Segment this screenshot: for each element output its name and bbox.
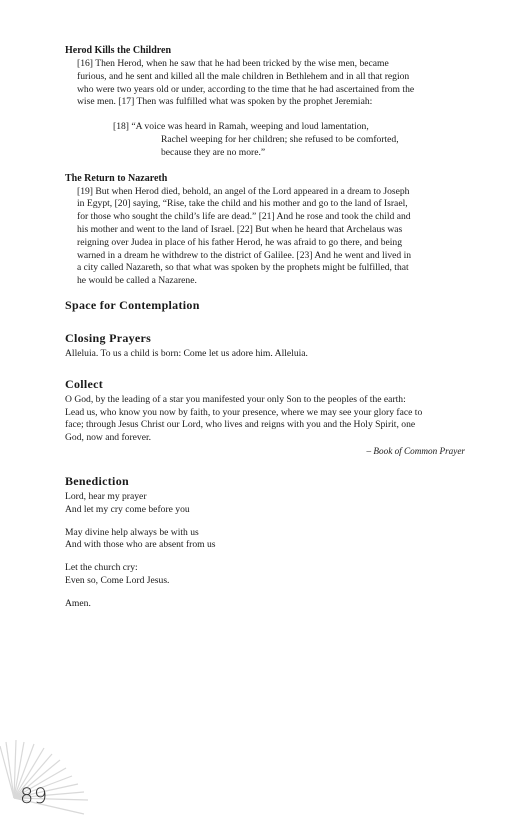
nazareth-heading: The Return to Nazareth bbox=[65, 172, 168, 184]
sunburst-icon bbox=[0, 740, 100, 816]
scripture-line: his mother and went to the land of Israel. [22] But when he heard that Archelaus was bbox=[77, 223, 403, 235]
benediction-line: Lord, hear my prayer bbox=[65, 490, 147, 502]
benediction-line: And with those who are absent from us bbox=[65, 539, 216, 551]
benediction-line: Let the church cry: bbox=[65, 562, 138, 574]
scripture-line: reigning over Judea in place of his father Herod, he was afraid to go there, and being bbox=[77, 236, 403, 248]
benediction-heading: Benediction bbox=[65, 473, 129, 488]
collect-line: O God, by the leading of a star you manifested your only Son to the peoples of the earth: bbox=[65, 393, 406, 405]
collect-line: Lead us, who know you now by faith, to your presence, where we may see your glory face to bbox=[65, 406, 423, 418]
scripture-line: wise men. [17] Then was fulfilled what was spoken by the prophet Jeremiah: bbox=[77, 96, 373, 108]
amen-text: Amen. bbox=[65, 597, 91, 609]
scripture-line: [19] But when Herod died, behold, an angel of the Lord appeared in a dream to Joseph bbox=[77, 185, 410, 197]
herod-scripture bbox=[65, 58, 465, 109]
jeremiah-quote bbox=[65, 121, 465, 159]
quote-line: Rachel weeping for her children; she refused to be comforted, bbox=[161, 133, 399, 145]
spacer bbox=[65, 288, 465, 298]
scripture-line: he would be called a Nazarene. bbox=[77, 275, 197, 287]
scripture-line: a city called Nazareth, so that what was spoken by the prophets might be fulfilled, that bbox=[77, 262, 409, 274]
spacer bbox=[65, 588, 465, 598]
spacer bbox=[65, 315, 465, 331]
herod-heading: Herod Kills the Children bbox=[65, 45, 172, 56]
spacer bbox=[65, 458, 465, 474]
scripture-line: [16] Then Herod, when he saw that he had been tricked by the wise men, became bbox=[77, 58, 389, 69]
spacer bbox=[65, 361, 465, 377]
collect-text bbox=[65, 394, 465, 445]
quote-line: [18] “A voice was heard in Ramah, weeping and loud lamentation, bbox=[113, 121, 369, 133]
collect-line: face; through Jesus Christ our Lord, who lives and reigns with you and the Holy Spirit, one bbox=[65, 419, 416, 431]
scripture-line: who were two years old or under, according to the time that he had ascertained from the bbox=[77, 83, 415, 95]
spacer bbox=[65, 517, 465, 527]
collect-heading: Collect bbox=[65, 376, 104, 391]
spacer bbox=[65, 552, 465, 562]
contemplation-heading: Space for Contemplation bbox=[65, 297, 200, 312]
scripture-line: in Egypt, [20] saying, “Rise, take the child and his mother and go to the land of Israel, bbox=[77, 198, 408, 210]
closing-prayers-heading: Closing Prayers bbox=[65, 330, 152, 345]
collect-line: God, now and forever. bbox=[65, 432, 152, 444]
page-number: 89 bbox=[20, 784, 48, 808]
benediction-line: And let my cry come before you bbox=[65, 503, 190, 515]
scripture-line: warned in a dream he withdrew to the district of Galilee. [23] And he went and lived in bbox=[77, 249, 412, 261]
page-content bbox=[65, 44, 465, 611]
benediction-stanza bbox=[65, 491, 465, 517]
quote-line: because they are no more.” bbox=[161, 146, 266, 158]
closing-prayers-text: Alleluia. To us a child is born: Come let us adore him. Alleluia. bbox=[65, 347, 308, 359]
collect-attribution: – Book of Common Prayer bbox=[366, 445, 465, 456]
benediction-stanza bbox=[65, 562, 465, 588]
benediction-line: May divine help always be with us bbox=[65, 526, 199, 538]
benediction-line: Even so, Come Lord Jesus. bbox=[65, 574, 170, 586]
scripture-line: furious, and he sent and killed all the male children in Bethlehem and in all that region bbox=[77, 70, 410, 82]
nazareth-scripture bbox=[65, 186, 465, 288]
scripture-line: for those who sought the child’s life are dead.” [21] And he rose and took the child and bbox=[77, 211, 411, 223]
benediction-stanza bbox=[65, 527, 465, 553]
